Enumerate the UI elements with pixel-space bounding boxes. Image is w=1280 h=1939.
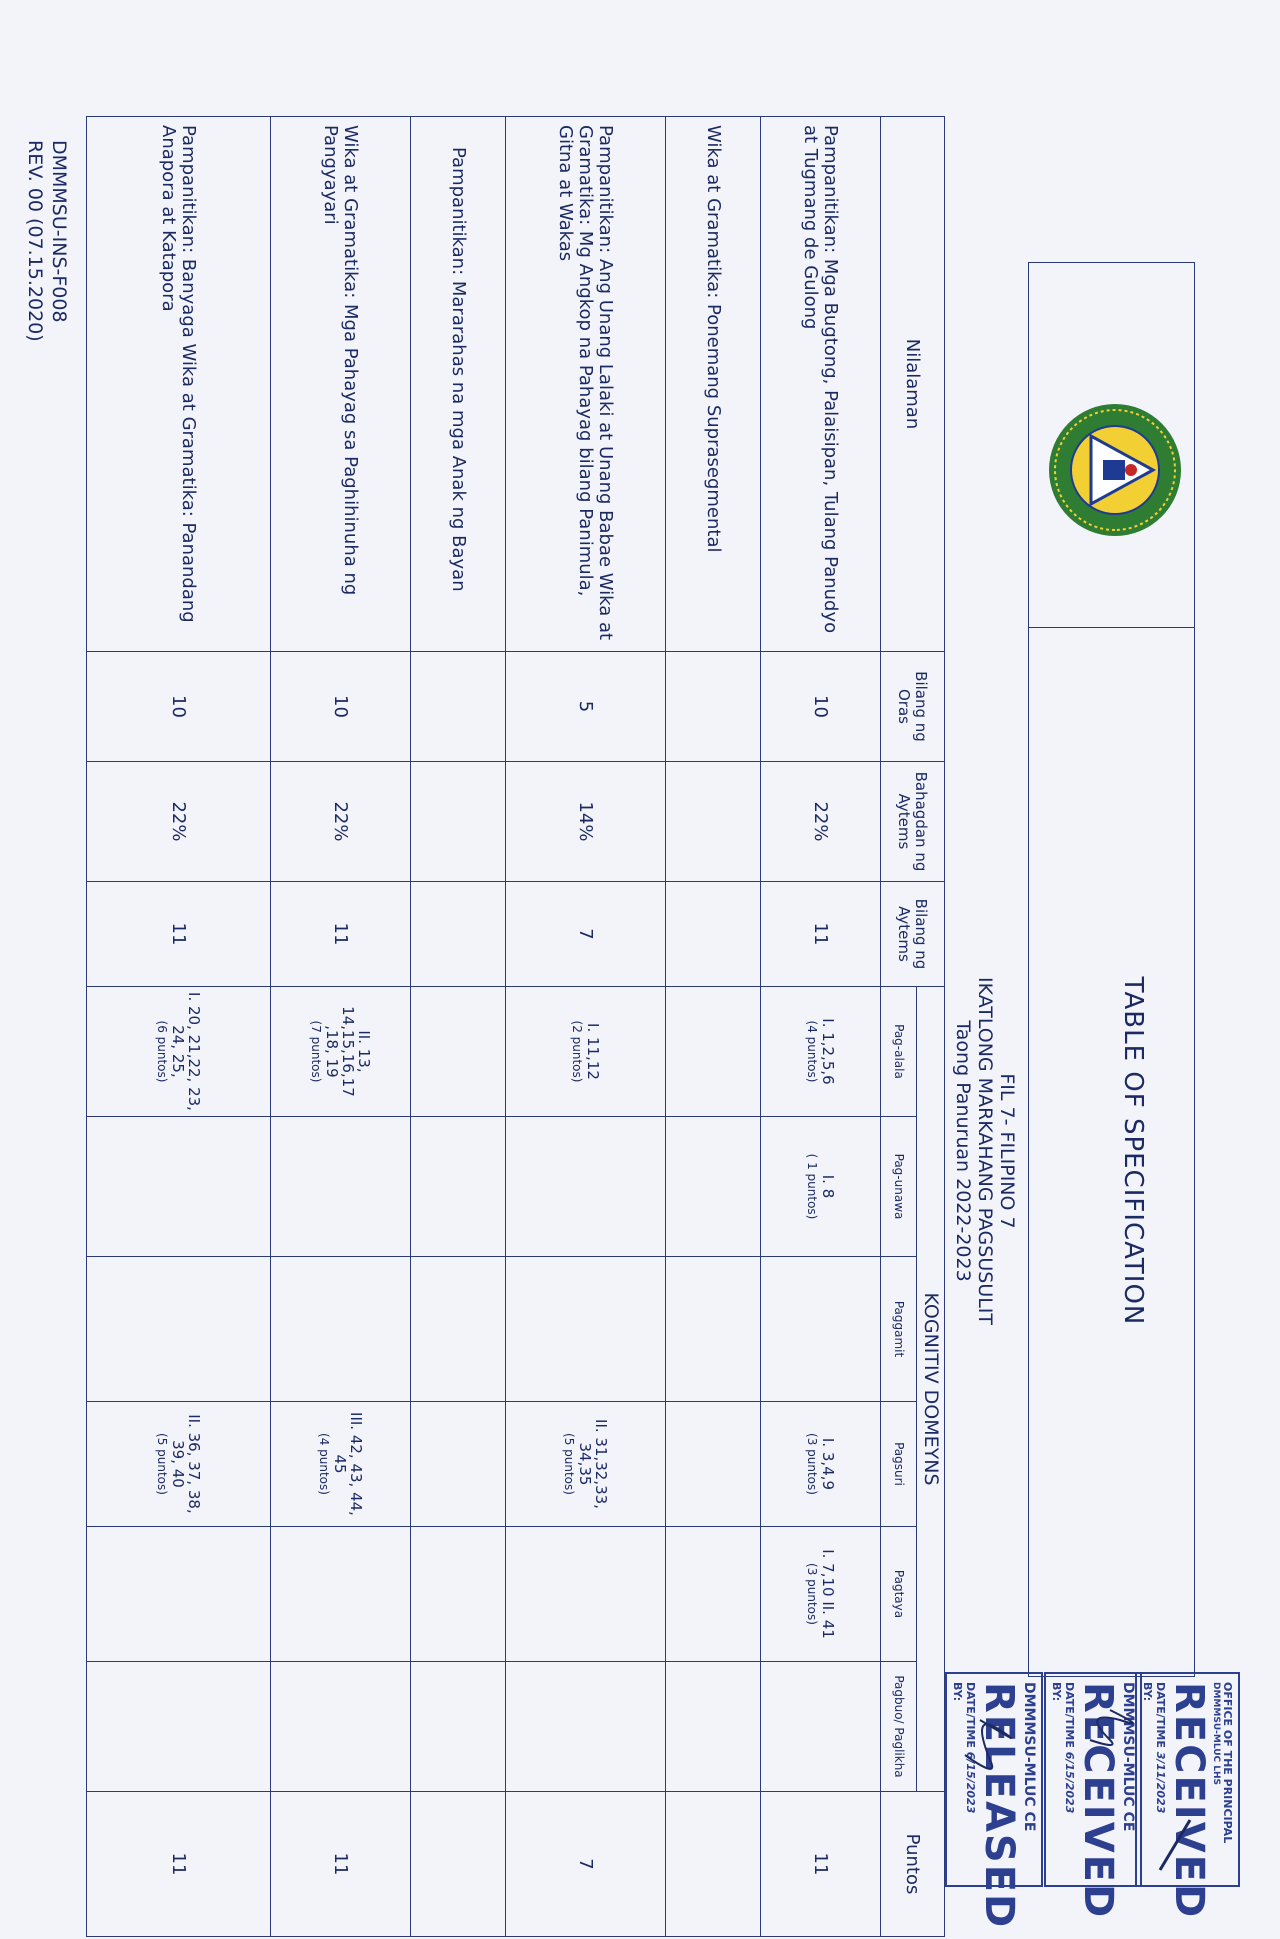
domain-cell [666, 1257, 761, 1402]
table-row [761, 117, 881, 1937]
domain-cell [271, 1527, 411, 1662]
aytems-cell: 7 [506, 882, 666, 987]
domain-cell [87, 1662, 271, 1792]
domain-cell [271, 1662, 411, 1792]
oras-cell: 10 [87, 652, 271, 762]
domain-cell [271, 1117, 411, 1257]
domain-cell [411, 1257, 506, 1402]
bahagdan-cell: 22% [271, 762, 411, 882]
title-cell [1028, 626, 1195, 1677]
oras-cell [411, 652, 506, 762]
oras-cell: 5 [506, 652, 666, 762]
topic-cell: Wika at Gramatika: Mga Pahayag sa Paghihinuha ng Pangyayari [271, 117, 411, 652]
stamp-date-label: DATE/TIME [964, 1682, 977, 1748]
domain-cell [666, 1662, 761, 1792]
table-row [411, 117, 506, 1937]
stamp-date-value: 3/11/2023 [1154, 1751, 1167, 1814]
header-bilang-oras: Bilang ng Oras [881, 652, 945, 762]
puntos-cell: 11 [87, 1792, 271, 1937]
stamp-by-label: BY: [1050, 1682, 1063, 1702]
topic-cell: Wika at Gramatika: Ponemang Suprasegmental [666, 117, 761, 652]
puntos-cell [666, 1792, 761, 1937]
specification-table [86, 116, 945, 1937]
domain-cell [666, 1402, 761, 1527]
bahagdan-cell [411, 762, 506, 882]
domain-cell: I. 20, 21,22, 23, 24, 25, (6 puntos) [87, 987, 271, 1117]
stamp-date-label: DATE/TIME [1063, 1682, 1076, 1748]
puntos-cell: 7 [506, 1792, 666, 1937]
page-title: TABLE OF SPECIFICATION [1118, 976, 1148, 1326]
stamp-org: DMMMSU-MLUC CE [1021, 1682, 1037, 1832]
aytems-cell: 11 [271, 882, 411, 987]
domain-cell: III. 42, 43, 44, 45 (4 puntos) [271, 1402, 411, 1527]
oras-cell: 10 [271, 652, 411, 762]
stamp-word: RECEIVED [1075, 1682, 1121, 1920]
oras-cell [666, 652, 761, 762]
stamp-unit: DMMMSU-MLUC LHS [1211, 1682, 1221, 1786]
table-row [506, 117, 666, 1937]
header-domain: Pag-unawa [881, 1117, 917, 1257]
table-row [666, 117, 761, 1937]
domain-cell [411, 1527, 506, 1662]
header-puntos: Puntos [881, 1792, 945, 1937]
domain-cell: II. 36, 37, 38, 39, 40 (5 puntos) [87, 1402, 271, 1527]
domain-cell [761, 1257, 881, 1402]
puntos-cell: 11 [271, 1792, 411, 1937]
received-stamp-principal [1135, 1672, 1240, 1920]
domain-cell [87, 1117, 271, 1257]
topic-cell: Pampanitikan: Mga Bugtong, Palaisipan, Tulang Panudyo at Tugmang de Gulong [761, 117, 881, 652]
stamp-org: DMMMSU-MLUC CE [1120, 1682, 1136, 1832]
domain-cell [506, 1117, 666, 1257]
topic-cell: Pampanitikan: Ang Unang Lalaki at Unang Babae Wika at Gramatika: Mg Angkop na Pahayag bilang Panimula, Gitna at Wakas [506, 117, 666, 652]
header-domain: Pagtaya [881, 1527, 917, 1662]
aytems-cell [666, 882, 761, 987]
domain-cell: I. 11,12 (2 puntos) [506, 987, 666, 1117]
university-seal-icon [1045, 400, 1185, 540]
domain-cell [87, 1257, 271, 1402]
header-domain: Pag-alala [881, 987, 917, 1117]
header-bilang-aytems: Bilang ng Aytems [881, 882, 945, 987]
bahagdan-cell [666, 762, 761, 882]
domain-cell [666, 1527, 761, 1662]
subject-line: FIL 7- FILIPINO 7 [996, 1073, 1018, 1229]
stamp-date-label: DATE/TIME [1154, 1682, 1167, 1748]
header-bahagdan: Bahagdan ng Aytems [881, 762, 945, 882]
stamp-by-label: BY: [1141, 1682, 1154, 1702]
domain-cell [761, 1662, 881, 1792]
stamp-org: OFFICE OF THE PRINCIPAL [1221, 1682, 1234, 1844]
table-row [87, 117, 271, 1937]
puntos-cell [411, 1792, 506, 1937]
stamp-word: RECEIVED [1166, 1682, 1212, 1920]
domain-cell [666, 987, 761, 1117]
oras-cell: 10 [761, 652, 881, 762]
header-domain: Pagbuo/ Paglikha [881, 1662, 917, 1792]
school-year-line: Taong Panuruan 2022-2023 [952, 1020, 974, 1282]
received-stamp-ce [1044, 1672, 1142, 1920]
domain-cell: I. 3,4,9 (3 puntos) [761, 1402, 881, 1527]
domain-cell [87, 1527, 271, 1662]
topic-cell: Pampanitikan: Banyaga Wika at Gramatika: Panandang Anapora at Katapora [87, 117, 271, 652]
puntos-cell: 11 [761, 1792, 881, 1937]
domain-cell: II. 31,32,33, 34,35 (5 puntos) [506, 1402, 666, 1527]
domain-cell: I. 7,10 II. 41 (3 puntos) [761, 1527, 881, 1662]
bahagdan-cell: 22% [761, 762, 881, 882]
aytems-cell: 11 [87, 882, 271, 987]
domain-cell: II. 13, 14,15,16,17 ,18, 19 (7 puntos) [271, 987, 411, 1117]
aytems-cell [411, 882, 506, 987]
aytems-cell: 11 [761, 882, 881, 987]
header-nilalaman: Nilalaman [881, 117, 945, 652]
header-kognitiv: KOGNITIV DOMEYNS [917, 987, 945, 1792]
domain-cell: I. 1,2,5,6 (4 puntos) [761, 987, 881, 1117]
form-code: DMMMSU-INS-F008 [48, 140, 70, 323]
domain-cell [411, 987, 506, 1117]
bahagdan-cell: 22% [87, 762, 271, 882]
domain-cell [506, 1257, 666, 1402]
domain-cell [506, 1527, 666, 1662]
topic-cell: Pampanitikan: Mararahas na mga Anak ng Bayan [411, 117, 506, 652]
header-domain: Paggamit [881, 1257, 917, 1402]
stamp-date-value: 6/15/2023 [1063, 1751, 1076, 1814]
domain-cell [666, 1117, 761, 1257]
header-domain: Pagsuri [881, 1402, 917, 1527]
domain-cell [271, 1257, 411, 1402]
stamp-date-value: 6/15/2023 [964, 1751, 977, 1814]
domain-cell [411, 1117, 506, 1257]
domain-cell [411, 1402, 506, 1527]
domain-cell: I. 8 ( 1 puntos) [761, 1117, 881, 1257]
form-revision: REV. 00 (07.15.2020) [24, 140, 46, 342]
exam-line: IKATLONG MARKAHANG PAGSUSULIT [974, 976, 996, 1326]
bahagdan-cell: 14% [506, 762, 666, 882]
stamp-by-label: BY: [951, 1682, 964, 1702]
domain-cell [411, 1662, 506, 1792]
domain-cell [506, 1662, 666, 1792]
table-row [271, 117, 411, 1937]
released-stamp-ce [945, 1672, 1043, 1930]
stamp-word: RELEASED [976, 1682, 1022, 1930]
